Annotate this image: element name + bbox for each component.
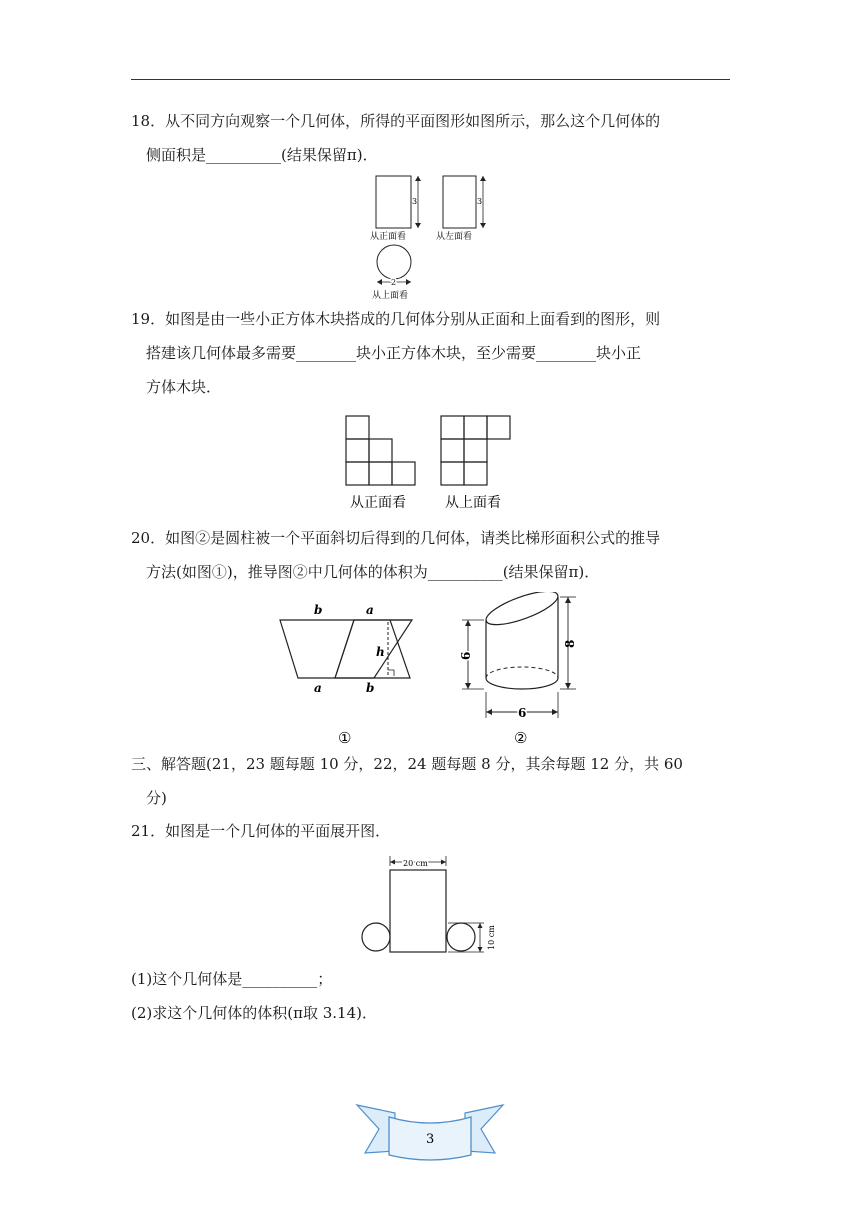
q18-label-left: 从左面看 (436, 232, 473, 242)
q20-label-a-bottom: a (314, 681, 322, 695)
question-19 (131, 302, 741, 404)
q21-dim-width: 20 cm (403, 859, 428, 868)
page-number-ribbon (355, 1103, 505, 1163)
q20-label-a-top: a (366, 603, 374, 617)
q18-line1: 18．从不同方向观察一个几何体，所得的平面图形如图所示，那么这个几何体的 (131, 112, 661, 130)
q20-figure (270, 592, 590, 750)
header-rule (131, 79, 730, 80)
q18-dim-h1: 3 (412, 197, 418, 206)
q20-line1: 20．如图②是圆柱被一个平面斜切后得到的几何体，请类比梯形面积公式的推导 (131, 529, 661, 547)
q20-label-fig2: ② (514, 729, 528, 747)
q18-label-front: 从正面看 (370, 232, 407, 242)
q19-line2: 搭建该几何体最多需要________块小正方体木块，至少需要________块小正 (146, 344, 642, 362)
q20-dim-left: 6 (459, 651, 473, 660)
page-number: 3 (426, 1132, 435, 1147)
q20-label-h: h (376, 645, 385, 659)
section3-line1: 三、解答题(21，23 题每题 10 分，22，24 题每题 8 分，其余每题 12 分，共 60 (131, 755, 683, 773)
q21-dim-height: 10 cm (487, 925, 496, 950)
q18-dim-h2: 3 (477, 197, 483, 206)
q21-net-figure (352, 852, 512, 954)
section3-line2: 分) (146, 789, 167, 807)
q21-sub2: (2)求这个几何体的体积(π取 3.14)． (131, 1004, 377, 1022)
q18-line2: 侧面积是__________(结果保留π)． (146, 146, 378, 164)
question-21-parts (131, 962, 741, 1030)
question-18 (131, 104, 741, 172)
q21-sub1: (1)这个几何体是__________； (131, 970, 333, 988)
q19-line1: 19．如图是由一些小正方体木块搭成的几何体分别从正面和上面看到的图形，则 (131, 310, 661, 328)
q19-label-top: 从上面看 (445, 495, 501, 511)
q19-label-front: 从正面看 (350, 495, 406, 511)
q20-label-b-bottom: b (366, 681, 375, 695)
q18-label-top: 从上面看 (372, 291, 409, 301)
section-3-heading (131, 747, 741, 815)
q18-dim-d: 2 (391, 278, 397, 287)
q21-line1: 21．如图是一个几何体的平面展开图． (131, 822, 391, 840)
q19-line3: 方体木块． (146, 378, 222, 396)
question-21 (131, 814, 741, 848)
q20-dim-bottom: 6 (518, 706, 527, 720)
q18-figure (360, 170, 500, 303)
q20-label-b-top: b (314, 603, 323, 617)
question-20 (131, 521, 741, 589)
q20-dim-right: 8 (563, 639, 577, 648)
q19-figure (330, 410, 530, 515)
q20-line2: 方法(如图①)，推导图②中几何体的体积为__________(结果保留π)． (146, 563, 600, 581)
q20-label-fig1: ① (338, 729, 352, 747)
